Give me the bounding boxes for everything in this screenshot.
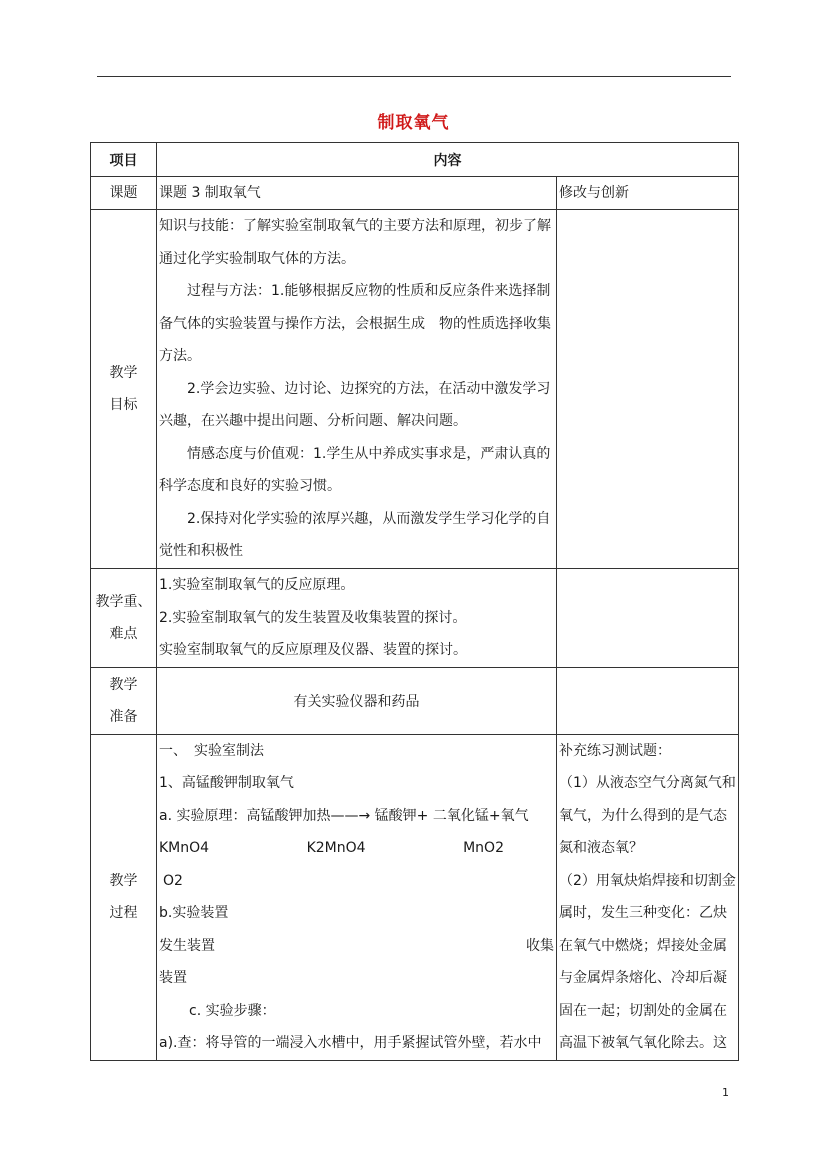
- process-notes: [557, 734, 739, 1060]
- prep-label-line: 准备: [109, 708, 138, 725]
- header-content: 内容: [157, 143, 739, 177]
- key-points-notes: [557, 569, 739, 668]
- goals-label: [91, 210, 157, 569]
- key-points-content: [157, 569, 557, 668]
- process-content: [157, 734, 557, 1060]
- process-label-line: 过程: [109, 905, 138, 921]
- device-heading: b.实验装置: [159, 905, 229, 921]
- table-header-row: [91, 143, 739, 177]
- collection-device-end: 装置: [159, 970, 187, 986]
- goal-attitude: 情感态度与价值观：1.学生从中养成实事求是，严肃认真的科学态度和良好的实验习惯。: [159, 445, 551, 494]
- formula-product-1: K2MnO4: [306, 840, 366, 856]
- goals-notes: [557, 210, 739, 569]
- goal-process-2: 2.学会边实验、边讨论、边探究的方法，在活动中激发学习兴趣，在兴趣中提出问题、分析问题、解决问题。: [159, 380, 551, 429]
- goals-label-line: 教学: [109, 365, 138, 381]
- goal-attitude-2: 2.保持对化学实验的浓厚兴趣，从而激发学生学习化学的自觉性和积极性: [159, 510, 551, 559]
- goals-content: [157, 210, 557, 569]
- formula-product-2: MnO2: [463, 840, 504, 856]
- document-title: 制取氧气: [377, 113, 450, 133]
- reaction-formula: [159, 832, 554, 865]
- steps-heading: c. 实验步骤：: [189, 1002, 276, 1019]
- prep-label: [91, 667, 157, 734]
- goals-label-line: 目标: [109, 397, 138, 413]
- topic-row: [91, 177, 739, 210]
- key-point: 1.实验室制取氧气的反应原理。: [159, 577, 355, 593]
- generation-device: 发生装置: [159, 937, 215, 954]
- key-points-row: [91, 569, 739, 668]
- exercise-1: （1）从液态空气分离氮气和氧气，为什么得到的是气态氮和液态氧？: [559, 775, 736, 856]
- header-item: 项目: [91, 143, 157, 177]
- lesson-plan-table: [90, 142, 739, 1061]
- prep-notes: [557, 667, 739, 734]
- formula-reactant: KMnO4: [159, 840, 210, 856]
- exercise-heading: 补充练习测试题：: [559, 742, 671, 759]
- device-line: [159, 930, 554, 963]
- prep-row: [91, 667, 739, 734]
- process-heading: 一、 实验室制法: [159, 742, 264, 759]
- collection-device-start: 收集: [526, 937, 554, 954]
- prep-label-line: 教学: [109, 676, 138, 693]
- topic-label: 课题: [91, 177, 157, 210]
- goal-process: 过程与方法：1.能够根据反应物的性质和反应条件来选择制备气体的实验装置与操作方法，会根据生成 物的性质选择收集方法。: [159, 283, 551, 364]
- page-number: 1: [722, 1086, 729, 1099]
- topic-content: 课题 3 制取氧气: [157, 177, 557, 210]
- formula-product-3: O2: [163, 872, 183, 889]
- header-rule: [97, 76, 731, 77]
- process-row: [91, 734, 739, 1060]
- process-sub: 1、高锰酸钾制取氧气: [159, 775, 294, 791]
- step-a: a).查：将导管的一端浸入水槽中，用手紧握试管外壁，若水中: [159, 1035, 542, 1051]
- difficult-point: 实验室制取氧气的反应原理及仪器、装置的探讨。: [159, 642, 467, 658]
- reaction-principle: a. 实验原理：高锰酸钾加热——→ 锰酸钾+ 二氧化锰+氧气: [159, 807, 529, 824]
- key-point: 2.实验室制取氧气的发生装置及收集装置的探讨。: [159, 609, 467, 626]
- goals-row: [91, 210, 739, 569]
- prep-content: 有关实验仪器和药品: [157, 667, 557, 734]
- key-label-line: 教学重、: [95, 593, 152, 610]
- process-label-line: 教学: [109, 873, 138, 889]
- process-label: [91, 734, 157, 1060]
- topic-notes: 修改与创新: [557, 177, 739, 210]
- key-points-label: [91, 569, 157, 668]
- goal-knowledge: 知识与技能：了解实验室制取氧气的主要方法和原理，初步了解通过化学实验制取气体的方法。: [159, 218, 551, 267]
- exercise-2: （2）用氧炔焰焊接和切割金属时，发生三种变化：乙炔在氧气中燃烧；焊接处金属与金属焊条熔化、冷却后凝固在一起；切割处的金属在高温下被氧气氧化除去。这: [559, 872, 736, 1051]
- key-label-line: 难点: [109, 625, 138, 642]
